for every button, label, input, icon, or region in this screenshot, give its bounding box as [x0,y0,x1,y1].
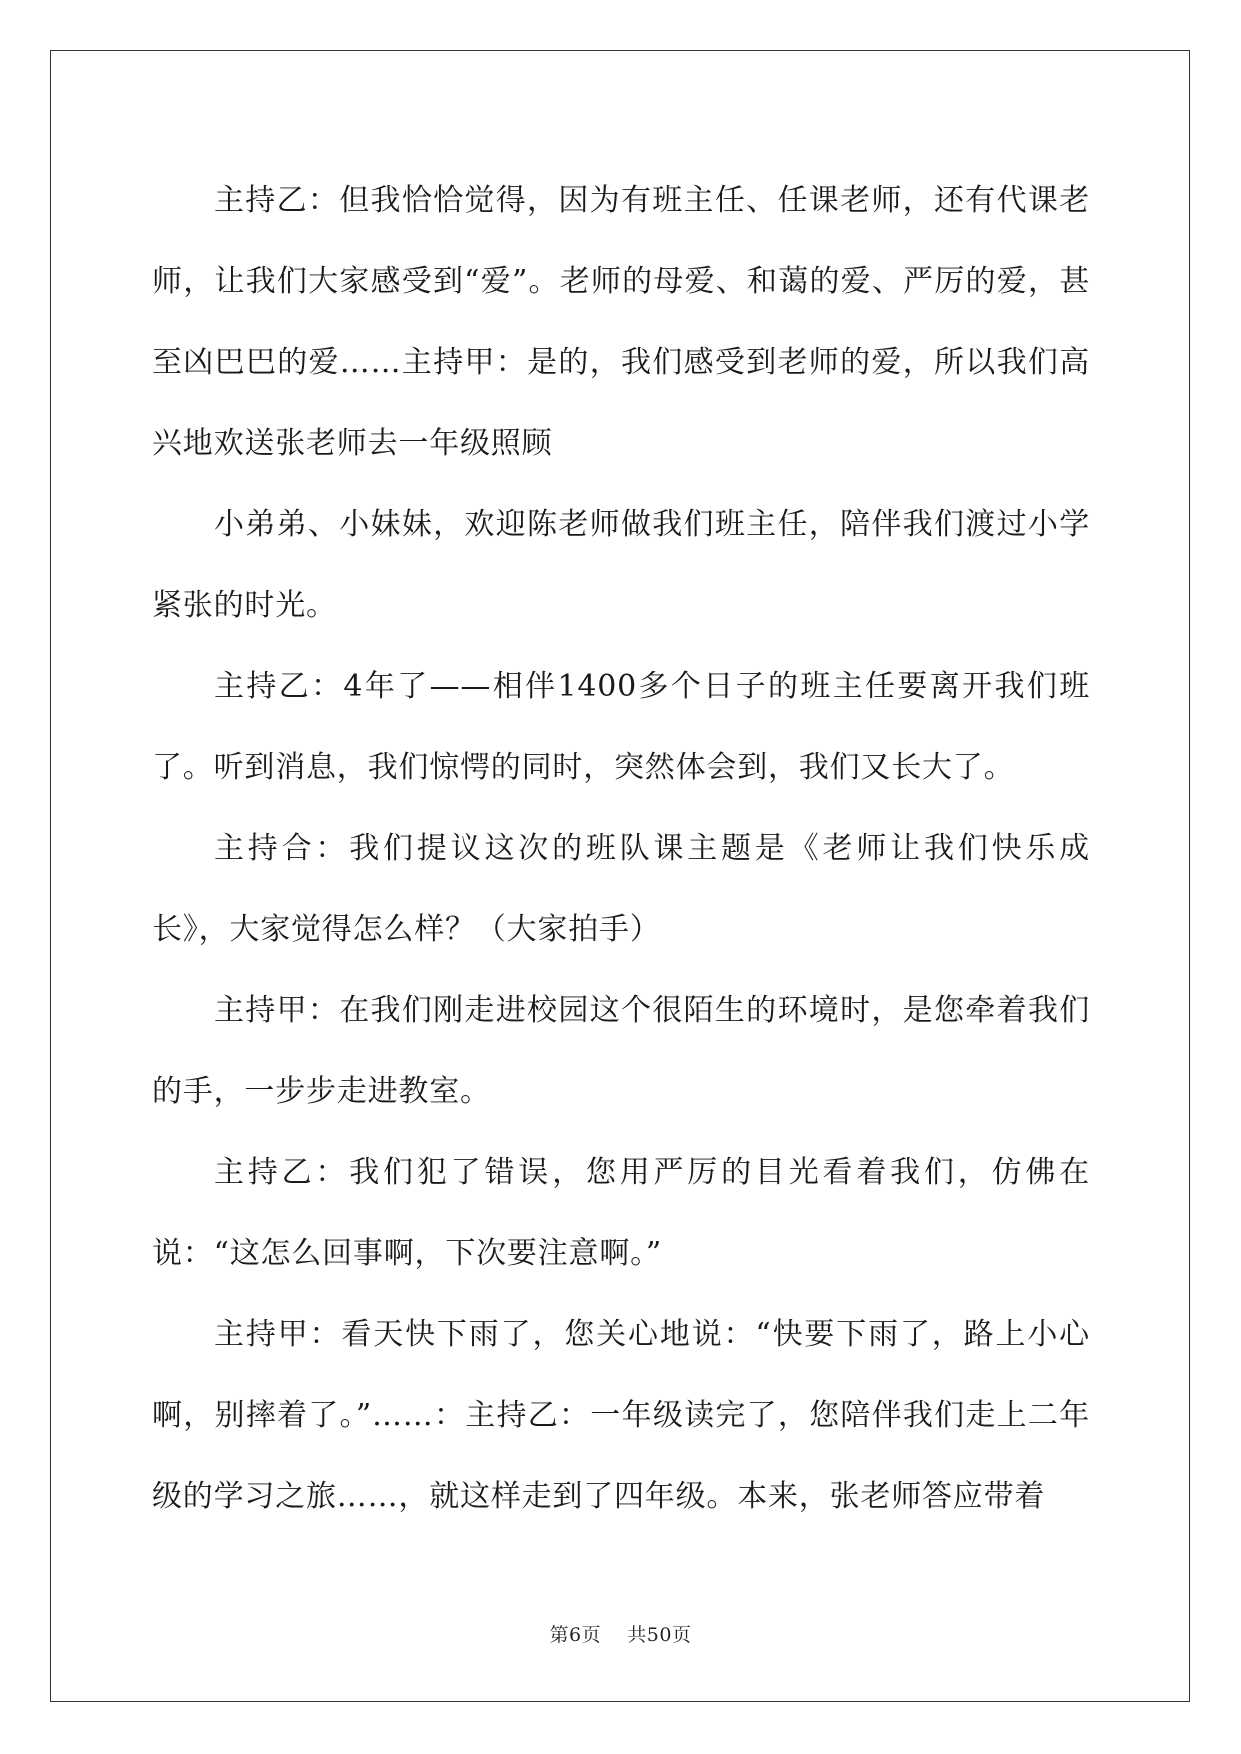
paragraph: 主持合：我们提议这次的班队课主题是《老师让我们快乐成长》，大家觉得怎么样？（大家拍手） [152,831,1090,947]
paragraph: 主持甲：看天快下雨了，您关心地说：“快要下雨了，路上小心啊，别摔着了。”……：主持乙：一年级读完了，您陪伴我们走上二年级的学习之旅……，就这样走到了四年级。本来，张老师答应带着 [152,1317,1090,1514]
paragraph: 主持乙：4年了——相伴1400多个日子的班主任要离开我们班了。听到消息，我们惊愕的同时，突然体会到，我们又长大了。 [152,669,1090,785]
paragraph: 主持乙：但我恰恰觉得，因为有班主任、任课老师，还有代课老师，让我们大家感受到“爱”。老师的母爱、和蔼的爱、严厉的爱，甚至凶巴巴的爱……主持甲：是的，我们感受到老师的爱，所以我们高兴地欢送张老师去一年级照顾 [152,183,1090,461]
page-footer [0,1620,1241,1647]
paragraph: 主持乙：我们犯了错误，您用严厉的目光看着我们，仿佛在说：“这怎么回事啊，下次要注意啊。” [152,1155,1090,1271]
page-total: 共50页 [627,1624,692,1646]
paragraph: 小弟弟、小妹妹，欢迎陈老师做我们班主任，陪伴我们渡过小学紧张的时光。 [152,507,1090,623]
paragraph: 主持甲：在我们刚走进校园这个很陌生的环境时，是您牵着我们的手，一步步走进教室。 [152,993,1090,1109]
page-number: 第6页 [549,1624,602,1646]
document-body [152,160,1090,1537]
